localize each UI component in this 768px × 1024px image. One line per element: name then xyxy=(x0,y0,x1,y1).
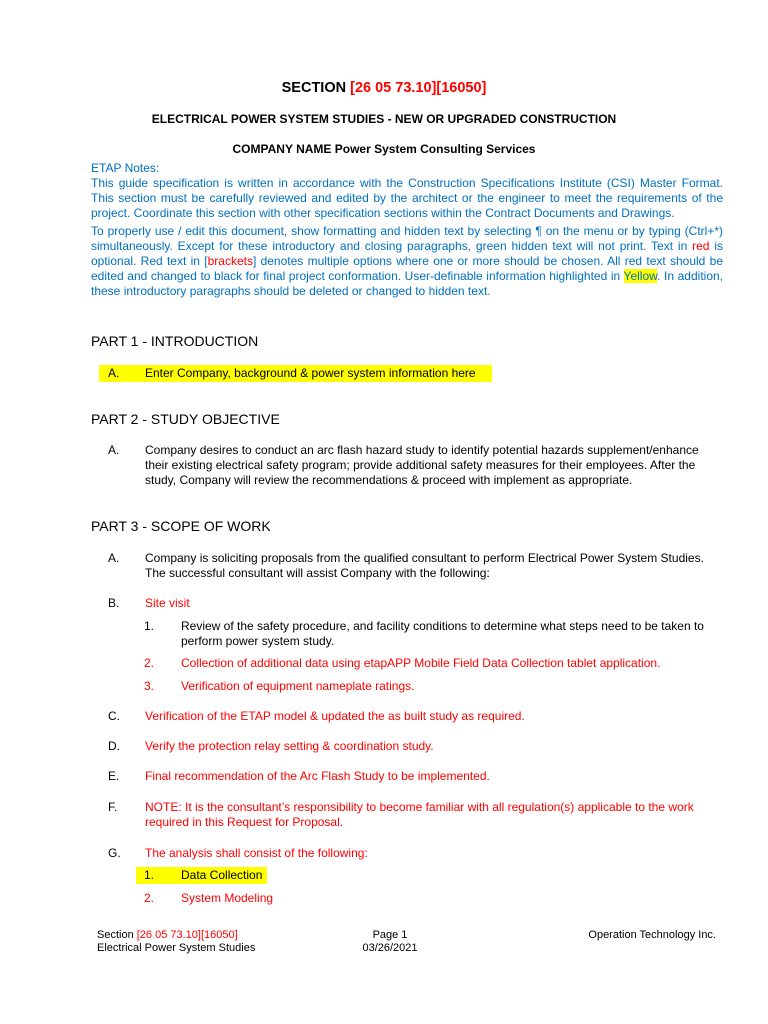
footer-section-code: [26 05 73.10][16050] xyxy=(136,929,238,941)
para2-red-word: red xyxy=(692,239,710,253)
item-text: Site visit xyxy=(145,596,190,610)
footer-left xyxy=(97,929,255,955)
subitem-text: Review of the safety procedure, and facility conditions to determine what steps need to be taken to perform power system study. xyxy=(181,619,704,648)
document-title: ELECTRICAL POWER SYSTEM STUDIES - NEW OR UPGRADED CONSTRUCTION xyxy=(151,112,617,126)
footer-page: Page 1 xyxy=(372,929,408,941)
item-text: The analysis shall consist of the following: xyxy=(145,846,368,860)
item-text: Enter Company, background & power system information here xyxy=(145,366,476,380)
footer-date: 03/26/2021 xyxy=(362,942,418,954)
para2-text-a: To properly use / edit this document, show formatting and hidden text by selecting ¶ on the menu or by typing (Ctrl+*) simultaneously. Except for these introductory and closing paragraphs, green hidden text will not print. Text in xyxy=(91,224,723,253)
footer-center xyxy=(340,929,440,955)
subitem-text: Verification of equipment nameplate ratings. xyxy=(181,679,415,693)
para2-yellow-word: Yellow xyxy=(623,269,658,283)
item-text: Verification of the ETAP model & updated the as built study as required. xyxy=(145,709,525,723)
subitem-label: 1. xyxy=(144,619,155,633)
item-text: Verify the protection relay setting & coordination study. xyxy=(145,739,434,753)
etap-notes xyxy=(91,161,723,299)
item-text: Company is soliciting proposals from the qualified consultant to perform Electrical Power System Studies. The successful consultant will assist Company with the following: xyxy=(145,551,704,580)
subitem-label: 3. xyxy=(144,679,155,693)
item-label: F. xyxy=(108,800,118,814)
subitem-label: 2. xyxy=(144,891,155,905)
subitem-text: Collection of additional data using etapAPP Mobile Field Data Collection tablet application. xyxy=(181,656,661,670)
item-label: D. xyxy=(108,739,120,753)
item-label: A. xyxy=(108,366,120,380)
para2-text-b: is optional. Red text in [ xyxy=(91,239,724,268)
subitem-text: Data Collection xyxy=(181,868,263,882)
footer-right xyxy=(588,929,716,942)
item-label: E. xyxy=(108,769,120,783)
footer-section xyxy=(97,929,255,942)
section-prefix: SECTION xyxy=(281,80,351,96)
item-label: A. xyxy=(108,443,120,457)
footer-section-prefix: Section xyxy=(97,929,137,941)
etap-notes-heading: ETAP Notes: xyxy=(91,161,160,175)
part2-heading: PART 2 - STUDY OBJECTIVE xyxy=(91,411,280,427)
subitem-label: 2. xyxy=(144,656,155,670)
item-text: Company desires to conduct an arc flash hazard study to identify potential hazards supplement/enhance their existing electrical safety program; provide additional safety measures for their employees. After the study, Company will review the recommendations & proceed with implement as appropriate. xyxy=(145,443,699,487)
subitem-label: 1. xyxy=(144,868,155,882)
part1-heading: PART 1 - INTRODUCTION xyxy=(91,333,259,349)
part3-heading: PART 3 - SCOPE OF WORK xyxy=(91,518,271,534)
item-label: B. xyxy=(108,596,120,610)
para2-text-c: ] denotes multiple options where one or more should be chosen. All red text should be edited and changed to black for final project conformation. User-definable information highlighted in xyxy=(91,254,723,283)
item-label: G. xyxy=(108,846,121,860)
etap-notes-para2 xyxy=(91,224,723,299)
item-text: Final recommendation of the Arc Flash Study to be implemented. xyxy=(145,769,490,783)
para2-brackets-word: brackets xyxy=(207,254,253,268)
company-line: COMPANY NAME Power System Consulting Services xyxy=(232,142,536,156)
footer-doc-name: Electrical Power System Studies xyxy=(97,942,256,954)
footer-company: Operation Technology Inc. xyxy=(588,929,716,941)
etap-notes-para1: This guide specification is written in accordance with the Construction Specifications Institute (CSI) Master Format. This section must be carefully reviewed and edited by the architect or the engineer to meet the requirements of the project. Coordinate this section with other specification sections within the Contract Documents and Drawings. xyxy=(91,176,723,220)
section-code: [26 05 73.10][16050] xyxy=(350,80,487,96)
section-title xyxy=(0,80,768,96)
item-label: C. xyxy=(108,709,120,723)
item-label: A. xyxy=(108,551,120,565)
subitem-text: System Modeling xyxy=(181,891,274,905)
item-text: NOTE: It is the consultant’s responsibility to become familiar with all regulation(s) applicable to the work required in this Request for Proposal. xyxy=(145,800,694,829)
para2-text-d: . In addition, these introductory paragraphs should be deleted or changed to hidden text. xyxy=(91,269,723,298)
